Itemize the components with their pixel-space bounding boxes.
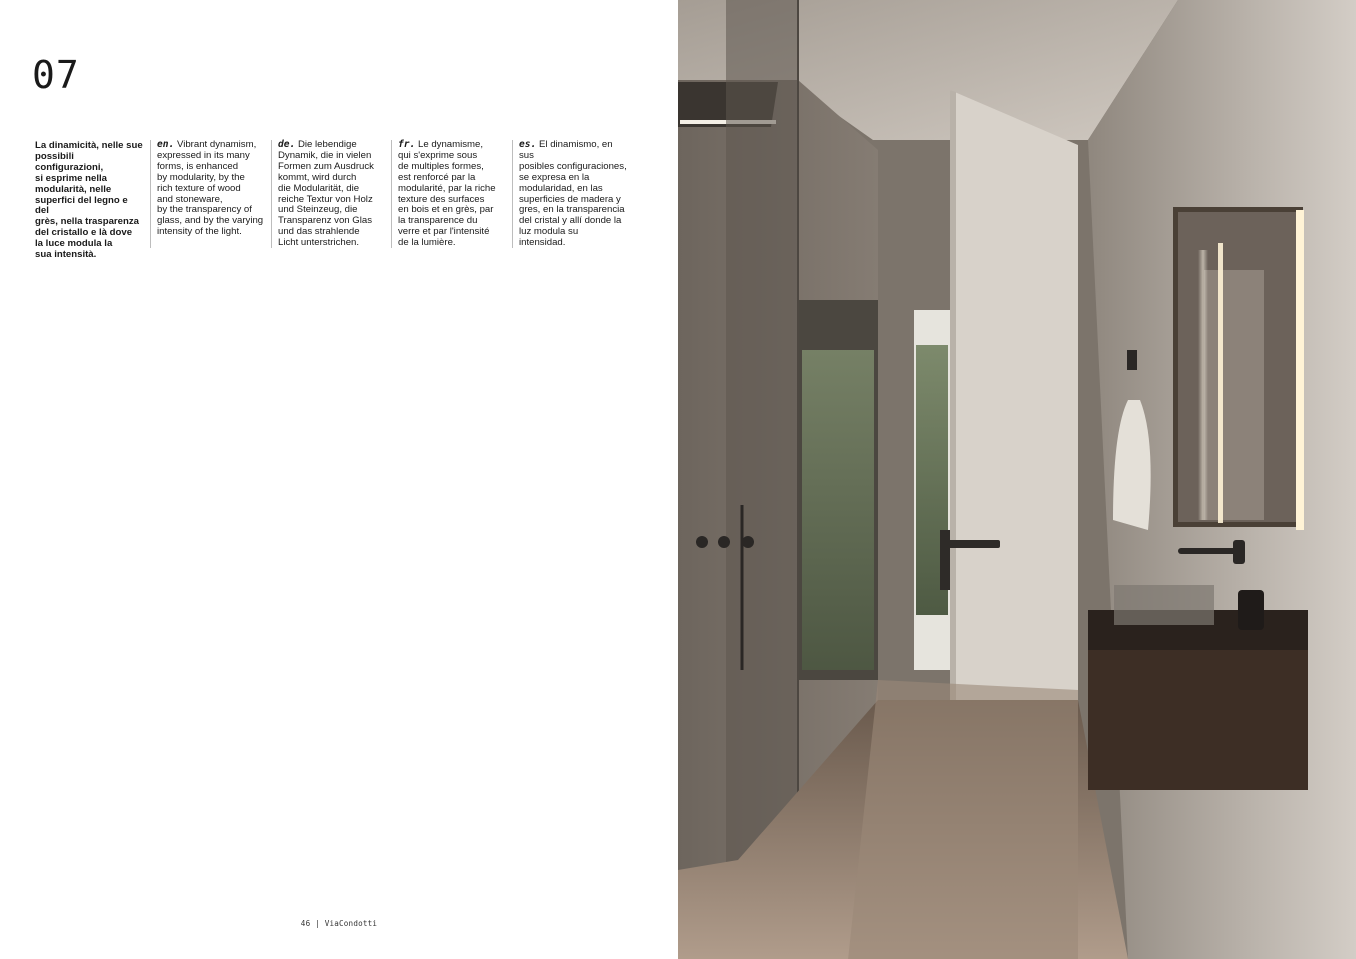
text-italian: La dinamicità, nelle sue possibili configurazioni, si esprime nella modularità, nelle superfici del legno e del grès, nella trasparenza del cristallo e là dove la luce modula la sua intensità. (35, 140, 143, 261)
text-english-body: Vibrant dynamism, expressed in its many forms, is enhanced by modularity, by the rich texture of wood and stoneware, by the transparency of glass, and by the varying intensity of the light. (157, 139, 264, 238)
footer-separator: | (315, 919, 320, 928)
lang-code-fr: fr. (398, 139, 416, 150)
multilingual-text (35, 139, 635, 261)
page-number: 46 (300, 919, 311, 928)
lang-code-es: es. (519, 139, 537, 150)
text-german (271, 140, 386, 248)
bathroom-photo (678, 0, 1356, 959)
text-spanish-body: El dinamismo, en sus posibles configuraciones, se expresa en la modularidad, en las superficies de madera y gres, en la transparencia del cristal y allí donde la luz modula su intensidad. (519, 139, 627, 249)
text-french-body: Le dynamisme, qui s'exprime sous de multiples formes, est renforcé par la modularité, par la riche texture des surfaces en bois et en grès, par la transparence du verre et par l'intensité de la lumière. (398, 139, 496, 249)
text-english (150, 140, 265, 248)
lang-code-de: de. (278, 139, 296, 150)
text-german-body: Die lebendige Dynamik, die in vielen Formen zum Ausdruck kommt, wird durch die Modularität, die reiche Textur von Holz und Steinzeug, die Transparenz von Glas und das strahlende Licht unterstrichen. (278, 139, 374, 249)
text-spanish (512, 140, 627, 248)
brand-name: ViaCondotti (324, 919, 378, 928)
lang-code-en: en. (157, 139, 175, 150)
bathroom-photo-illustration (678, 0, 1356, 959)
page-footer (0, 919, 678, 928)
text-french (391, 140, 506, 248)
section-number: 07 (32, 53, 80, 97)
